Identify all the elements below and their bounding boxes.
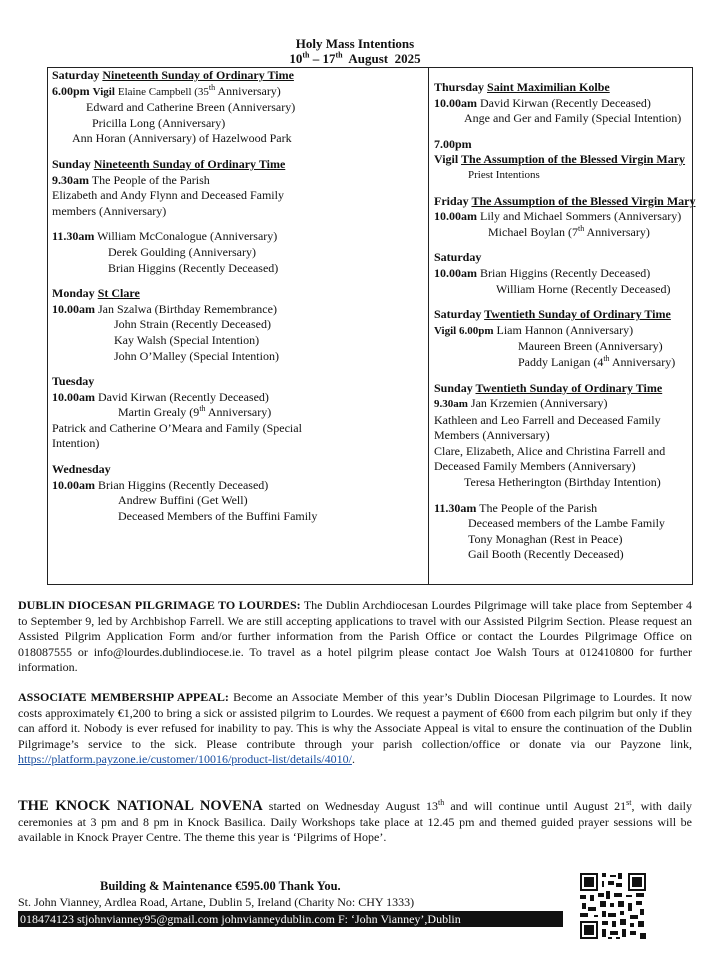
- day-heading: Monday St Clare: [52, 286, 140, 301]
- contact-bar: 018474123 stjohnvianney95@gmail.com johnvianneydublin.com F: ‘John Vianney’,Dublin: [18, 911, 563, 927]
- mass-time-row: 7.00pm: [434, 136, 472, 151]
- intention: Paddy Lanigan (4th Anniversary): [518, 353, 676, 369]
- mass-time-row: 10.00am David Kirwan (Recently Deceased): [434, 95, 651, 110]
- intention: Elizabeth and Andy Flynn and Deceased Family: [52, 188, 284, 203]
- mass-time-row: 10.00am Jan Szalwa (Birthday Remembrance): [52, 301, 277, 316]
- intention: William Horne (Recently Deceased): [496, 281, 671, 296]
- day-heading: Wednesday: [52, 462, 111, 477]
- mass-time-row: 10.00am David Kirwan (Recently Deceased): [52, 389, 269, 404]
- intention: Andrew Buffini (Get Well): [118, 493, 248, 508]
- intention: Derek Goulding (Anniversary): [108, 244, 256, 259]
- day-heading: Friday The Assumption of the Blessed Virgin Mary: [434, 193, 696, 208]
- associate-appeal-notice: ASSOCIATE MEMBERSHIP APPEAL: Become an Associate Member of this year’s Dublin Diocesan Pilgrimage to Lourdes. It now costs approximately €1,200 to bring a sick or assisted pilgrim to Lourdes. We request a payment of €600 from each pilgrim but only if they can afford it. Nobody is ever refused for inability to pay. This is why the Associate Appeal is vital to ensure the continuation of the Dublin Pilgrimage’s service to the sick. Please contribute through your parish collection/office or donate via our Payzone link, https://platform.payzone.ie/customer/10016/product-list/details/4010/.: [18, 690, 692, 767]
- mass-time-row: 10.00am Brian Higgins (Recently Deceased): [52, 477, 269, 492]
- intention: Deceased members of the Lambe Family: [468, 516, 665, 531]
- mass-time-row: 11.30am William McConalogue (Anniversary): [52, 229, 278, 244]
- mass-intentions-table: [47, 67, 696, 585]
- day-heading: Sunday Twentieth Sunday of Ordinary Time: [434, 380, 663, 395]
- mass-time-row: 6.00pm Vigil Elaine Campbell (35th Anniversary): [52, 82, 281, 98]
- intention: Tony Monaghan (Rest in Peace): [468, 531, 623, 546]
- date-range: 10th – 17th August 2025: [289, 50, 421, 66]
- intention: Ange and Ger and Family (Special Intention): [464, 111, 682, 126]
- mass-time-row: 9.30am Jan Krzemien (Anniversary): [434, 396, 608, 411]
- mass-time-row: 11.30am The People of the Parish: [434, 500, 598, 515]
- intention: Clare, Elizabeth, Alice and Christina Farrell and: [434, 443, 666, 458]
- intention: Brian Higgins (Recently Deceased): [108, 260, 279, 275]
- column-divider: [428, 68, 429, 584]
- intention: John Strain (Recently Deceased): [114, 317, 271, 332]
- right-column: [434, 80, 696, 563]
- intention: Teresa Hetherington (Birthday Intention): [464, 475, 661, 490]
- intention: Ann Horan (Anniversary) of Hazelwood Park: [72, 131, 292, 146]
- intention: Deceased Members of the Buffini Family: [118, 508, 318, 523]
- day-heading: Saturday Nineteenth Sunday of Ordinary Time: [52, 68, 294, 82]
- intention: Members (Anniversary): [434, 428, 550, 443]
- parish-address: St. John Vianney, Ardlea Road, Artane, Dublin 5, Ireland (Charity No: CHY 1333): [18, 895, 415, 909]
- qr-code-icon[interactable]: [578, 871, 648, 941]
- knock-novena-notice: THE KNOCK NATIONAL NOVENA started on Wednesday August 13th and will continue until August 21st, with daily ceremonies at 3 pm and 8 pm in Knock Basilica. Daily Workshops take place at 12.45 pm and themed guided prayer sessions will be available in Knock Prayer Centre. The theme this year is ‘Pilgrims of Hope’.: [18, 798, 693, 845]
- building-maintenance-total: Building & Maintenance €595.00 Thank You.: [100, 879, 341, 893]
- intention: Priest Intentions: [468, 168, 540, 181]
- intention: Martin Grealy (9th Anniversary): [118, 404, 272, 420]
- payzone-link[interactable]: https://platform.payzone.ie/customer/10016/product-list/details/4010/: [18, 752, 352, 767]
- intention: John O’Malley (Special Intention): [114, 348, 279, 363]
- intention: Kay Walsh (Special Intention): [114, 332, 260, 347]
- day-heading: Saturday: [434, 250, 482, 265]
- mass-time-row: 9.30am The People of the Parish: [52, 172, 210, 187]
- mass-time-row: 10.00am Brian Higgins (Recently Deceased): [434, 265, 651, 280]
- day-heading: Thursday Saint Maximilian Kolbe: [434, 80, 610, 94]
- intention: Edward and Catherine Breen (Anniversary): [86, 100, 296, 115]
- day-heading: Tuesday: [52, 374, 95, 389]
- intention: Gail Booth (Recently Deceased): [468, 547, 624, 562]
- intention: Pricilla Long (Anniversary): [92, 115, 226, 130]
- day-heading: Sunday Nineteenth Sunday of Ordinary Time: [52, 156, 286, 171]
- mass-time-row: 10.00am Lily and Michael Sommers (Anniversary): [434, 209, 682, 224]
- intention: Kathleen and Leo Farrell and Deceased Family: [434, 412, 661, 427]
- intention: Maureen Breen (Anniversary): [518, 339, 663, 354]
- page-title: Holy Mass Intentions: [295, 36, 415, 51]
- intention: Deceased Family Members (Anniversary): [434, 459, 636, 474]
- day-heading: Saturday Twentieth Sunday of Ordinary Time: [434, 307, 671, 322]
- lourdes-notice: DUBLIN DIOCESAN PILGRIMAGE TO LOURDES: The Dublin Archdiocesan Lourdes Pilgrimage will take place from September 4 to September 9, led by Archbishop Farrell. We are still accepting applications to travel with our Assisted Pilgrim Section. Please request an Assisted Pilgrim Application Form and/or further information from the Parish Office or contact the Lourdes Pilgrimage Office on 018087555 or info@lourdes.dublindiocese.ie. To travel as a hotel pilgrim please contact Joe Walsh Tours at 012410800 for further information.: [18, 598, 692, 675]
- left-column: [52, 68, 422, 524]
- mass-time-row: Vigil 6.00pm Liam Hannon (Anniversary): [434, 322, 634, 337]
- intention: Patrick and Catherine O’Meara and Family (Special: [52, 420, 302, 435]
- intention: members (Anniversary): [52, 203, 167, 218]
- intention: Intention): [52, 436, 100, 451]
- day-heading: Vigil The Assumption of the Blessed Virgin Mary: [434, 152, 686, 167]
- intention: Michael Boylan (7th Anniversary): [488, 223, 650, 239]
